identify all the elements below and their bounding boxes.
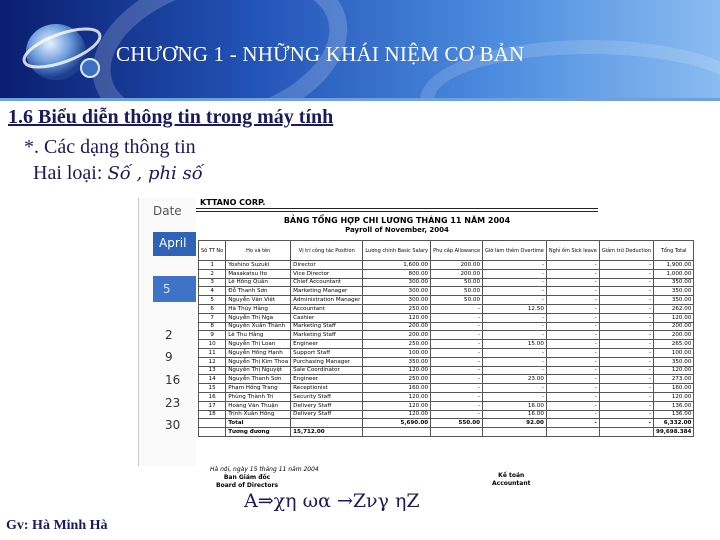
column-header: Tổng Total (654, 241, 694, 261)
table-cell: 14 (199, 375, 226, 384)
table-cell: - (599, 419, 653, 428)
table-cell: Nguyễn Thị Nguyệt (226, 366, 291, 375)
document-rule (196, 211, 598, 212)
table-row (199, 366, 694, 375)
column-header: Phụ cấp Allowance (431, 241, 483, 261)
calendar-day: 23 (165, 396, 181, 410)
table-cell: - (546, 296, 599, 305)
table-cell (483, 428, 547, 437)
table-cell: 6 (199, 304, 226, 313)
table-row (199, 401, 694, 410)
table-cell: - (599, 366, 653, 375)
table-cell: 160.00 (654, 384, 694, 393)
table-cell: 5,690.00 (363, 419, 431, 428)
calendar-selected-day: 5 (153, 276, 205, 302)
column-header: Giờ làm thêm Overtime (483, 241, 547, 261)
table-cell: 12.50 (483, 304, 547, 313)
table-row (199, 357, 694, 366)
calendar-day: 30 (165, 418, 181, 432)
table-row (199, 331, 694, 340)
table-cell (363, 428, 431, 437)
table-cell: - (431, 340, 483, 349)
table-cell: Marketing Staff (291, 322, 363, 331)
table-cell: - (546, 375, 599, 384)
table-cell: 9 (199, 331, 226, 340)
table-cell: 200.00 (654, 331, 694, 340)
table-cell: 1 (199, 261, 226, 270)
table-cell: 15.00 (483, 340, 547, 349)
table-cell: - (599, 287, 653, 296)
calendar-fragment (138, 198, 204, 466)
table-cell: - (599, 410, 653, 419)
footer-author: Gv: Hà Minh Hà (6, 518, 108, 533)
table-cell: - (431, 401, 483, 410)
table-cell: Nguyễn Văn Việt (226, 296, 291, 305)
table-cell: 250.00 (363, 375, 431, 384)
payroll-title: BẢNG TỔNG HỢP CHI LƯƠNG THÁNG 11 NĂM 2004 (283, 216, 511, 225)
table-cell: Hà Thúy Hằng (226, 304, 291, 313)
info-types-label: Hai loại: (33, 162, 103, 184)
table-cell: Engineer (291, 375, 363, 384)
table-cell: - (431, 304, 483, 313)
table-cell: - (599, 375, 653, 384)
table-cell: 2 (199, 269, 226, 278)
column-header: Lương chính Basic Salary (363, 241, 431, 261)
table-cell: - (546, 313, 599, 322)
table-row (199, 304, 694, 313)
column-header: Giảm trừ Deduction (599, 241, 653, 261)
table-cell: Masakatsu Ito (226, 269, 291, 278)
table-row (199, 313, 694, 322)
table-cell: 16.00 (483, 401, 547, 410)
table-cell: Lê Thu Hằng (226, 331, 291, 340)
table-cell (599, 428, 653, 437)
table-cell: - (431, 366, 483, 375)
accountant-signature-block (492, 472, 530, 488)
table-cell: 50.00 (431, 278, 483, 287)
table-cell: - (483, 296, 547, 305)
table-cell: Total (226, 419, 291, 428)
table-cell: 120.00 (363, 366, 431, 375)
table-cell: - (599, 357, 653, 366)
table-row (199, 296, 694, 305)
calendar-day: 2 (165, 328, 173, 342)
table-cell: Nguyễn Thanh Sơn (226, 375, 291, 384)
table-cell: 136.00 (654, 401, 694, 410)
table-cell: 350.00 (363, 357, 431, 366)
column-header: Số TT No (199, 241, 226, 261)
director-signature-block (216, 474, 278, 490)
table-cell: - (483, 313, 547, 322)
table-cell: - (546, 340, 599, 349)
table-cell: Purchasing Manager (291, 357, 363, 366)
table-cell: Yoshino Suzuki (226, 261, 291, 270)
table-cell: 10 (199, 340, 226, 349)
table-cell: 350.00 (654, 278, 694, 287)
subsection-heading: *. Các dạng thông tin (24, 136, 196, 158)
table-cell: Tương đương (226, 428, 291, 437)
table-cell: 5 (199, 296, 226, 305)
table-cell: - (431, 348, 483, 357)
table-cell: 8 (199, 322, 226, 331)
table-cell: Nguyễn Thị Kim Thoa (226, 357, 291, 366)
table-cell: - (483, 331, 547, 340)
table-cell: - (483, 322, 547, 331)
table-row (199, 428, 694, 437)
table-cell: 3 (199, 278, 226, 287)
section-heading: 1.6 Biểu diễn thông tin trong máy tính (8, 106, 334, 128)
table-cell: - (546, 304, 599, 313)
table-cell: 273.00 (654, 375, 694, 384)
table-cell: 300.00 (363, 278, 431, 287)
table-cell: - (546, 269, 599, 278)
table-cell: 23.00 (483, 375, 547, 384)
table-cell: - (546, 419, 599, 428)
table-cell: - (599, 392, 653, 401)
table-cell: - (599, 269, 653, 278)
table-cell: - (431, 410, 483, 419)
table-cell: Sale Coordinator (291, 366, 363, 375)
column-header: Vị trí công tác Position (291, 241, 363, 261)
table-cell: Nguyễn Xuân Thành (226, 322, 291, 331)
table-cell (199, 428, 226, 437)
table-cell: Delivery Staff (291, 410, 363, 419)
info-types-line (33, 162, 203, 185)
table-cell: 136.00 (654, 410, 694, 419)
table-cell: 265.00 (654, 340, 694, 349)
calendar-day: 16 (165, 373, 181, 387)
table-cell: 200.00 (654, 322, 694, 331)
table-cell: - (431, 392, 483, 401)
table-cell: 120.00 (654, 392, 694, 401)
table-cell: Chief Accountant (291, 278, 363, 287)
table-cell: 50.00 (431, 287, 483, 296)
table-cell: 7 (199, 313, 226, 322)
table-cell: Accountant (291, 304, 363, 313)
table-cell: 50.00 (431, 296, 483, 305)
table-cell: - (599, 304, 653, 313)
table-cell: 120.00 (363, 313, 431, 322)
table-cell: 92.00 (483, 419, 547, 428)
table-cell: 120.00 (363, 410, 431, 419)
table-cell: - (483, 357, 547, 366)
table-cell: 16 (199, 392, 226, 401)
table-cell: Phùng Thành Tri (226, 392, 291, 401)
director-label-vn: Ban Giám đốc (223, 474, 271, 481)
table-cell: Đỗ Thanh Sơn (226, 287, 291, 296)
table-cell: Cashier (291, 313, 363, 322)
table-cell: 200.00 (431, 261, 483, 270)
table-cell: - (599, 401, 653, 410)
table-cell: - (546, 287, 599, 296)
table-cell: 13 (199, 366, 226, 375)
table-cell: 1,900.00 (654, 261, 694, 270)
table-cell: Support Staff (291, 348, 363, 357)
table-cell: 15 (199, 384, 226, 393)
table-cell (199, 419, 226, 428)
table-cell: Trịnh Xuân Hồng (226, 410, 291, 419)
table-cell: - (546, 331, 599, 340)
info-types-values: Số , phi số (107, 163, 203, 184)
table-cell: - (546, 261, 599, 270)
table-cell: Vice Director (291, 269, 363, 278)
table-cell: Security Staff (291, 392, 363, 401)
table-row (199, 322, 694, 331)
table-cell: 1,000.00 (654, 269, 694, 278)
table-cell: 100.00 (654, 348, 694, 357)
table-cell: 250.00 (363, 340, 431, 349)
table-cell: - (483, 261, 547, 270)
table-cell: 11 (199, 348, 226, 357)
table-cell: - (546, 410, 599, 419)
table-cell: - (483, 287, 547, 296)
table-cell: - (546, 401, 599, 410)
table-cell: - (599, 261, 653, 270)
table-row (199, 375, 694, 384)
column-header: Nghỉ ốm Sick leave (546, 241, 599, 261)
table-cell: - (599, 322, 653, 331)
table-cell: 350.00 (654, 296, 694, 305)
table-cell (546, 428, 599, 437)
table-cell: - (599, 340, 653, 349)
table-row (199, 410, 694, 419)
table-cell: Receptionist (291, 384, 363, 393)
table-cell: Phạm Hồng Trang (226, 384, 291, 393)
table-row (199, 261, 694, 270)
table-cell: 6,332.00 (654, 419, 694, 428)
table-cell: - (431, 331, 483, 340)
table-cell: - (546, 278, 599, 287)
table-cell (431, 428, 483, 437)
table-cell (291, 419, 363, 428)
payroll-subtitle: Payroll of November, 2004 (345, 226, 449, 234)
table-cell: 120.00 (654, 313, 694, 322)
table-cell: Administration Manager (291, 296, 363, 305)
payroll-table (198, 240, 694, 437)
calendar-month: April (153, 232, 205, 256)
table-cell: 250.00 (363, 304, 431, 313)
table-header-row (199, 241, 694, 261)
table-cell: Nguyễn Thị Nga (226, 313, 291, 322)
table-row (199, 419, 694, 428)
table-cell: 300.00 (363, 296, 431, 305)
table-cell: - (431, 375, 483, 384)
table-cell: 160.00 (363, 384, 431, 393)
director-label-en: Board of Directors (216, 482, 279, 489)
table-cell: - (483, 366, 547, 375)
column-header: Họ và tên (226, 241, 291, 261)
table-cell: - (599, 296, 653, 305)
globe-logo-icon (18, 18, 108, 88)
table-cell: - (599, 331, 653, 340)
calendar-label: Date (153, 204, 182, 218)
table-cell: 200.00 (363, 331, 431, 340)
table-cell: 15,712.00 (291, 428, 363, 437)
table-cell: 550.00 (431, 419, 483, 428)
garbled-formula: Α⇒χη ωα →Ζνγ ηΖ (244, 490, 420, 512)
table-cell: 18 (199, 410, 226, 419)
table-cell: 1,600.00 (363, 261, 431, 270)
table-cell: Marketing Manager (291, 287, 363, 296)
table-cell: - (483, 278, 547, 287)
table-cell: - (546, 357, 599, 366)
table-cell: 12 (199, 357, 226, 366)
table-cell: Nguyễn Hồng Hạnh (226, 348, 291, 357)
signature-date: Hà nội, ngày 15 tháng 11 năm 2004 (210, 466, 319, 473)
table-cell: - (431, 313, 483, 322)
table-cell: Lê Hồng Quân (226, 278, 291, 287)
table-cell: Engineer (291, 340, 363, 349)
table-cell: 120.00 (363, 401, 431, 410)
table-cell: Delivery Staff (291, 401, 363, 410)
table-cell: 99,698.384 (654, 428, 694, 437)
table-cell: - (599, 384, 653, 393)
table-row (199, 384, 694, 393)
slide-header (0, 0, 720, 98)
table-cell: - (599, 348, 653, 357)
table-cell: - (546, 322, 599, 331)
table-row (199, 278, 694, 287)
table-cell: Hoàng Văn Thuận (226, 401, 291, 410)
table-cell: - (483, 384, 547, 393)
table-cell: Marketing Staff (291, 331, 363, 340)
company-name: KTTANO CORP. (200, 198, 266, 207)
table-cell: 262.00 (654, 304, 694, 313)
table-row (199, 340, 694, 349)
table-cell: 17 (199, 401, 226, 410)
table-cell: 16.00 (483, 410, 547, 419)
accountant-label-en: Accountant (492, 480, 531, 487)
document-rule (196, 208, 598, 209)
table-row (199, 392, 694, 401)
table-cell: - (599, 278, 653, 287)
table-cell: Director (291, 261, 363, 270)
table-cell: 200.00 (431, 269, 483, 278)
table-cell: - (431, 357, 483, 366)
table-cell: - (546, 392, 599, 401)
table-row (199, 269, 694, 278)
table-cell: 4 (199, 287, 226, 296)
table-cell: 800.00 (363, 269, 431, 278)
table-cell: 350.00 (654, 357, 694, 366)
table-cell: - (546, 348, 599, 357)
table-cell: - (431, 384, 483, 393)
table-cell: 120.00 (654, 366, 694, 375)
table-cell: - (546, 384, 599, 393)
payroll-document (196, 194, 692, 490)
table-cell: 120.00 (363, 392, 431, 401)
table-cell: 350.00 (654, 287, 694, 296)
table-cell: 100.00 (363, 348, 431, 357)
table-cell: - (483, 269, 547, 278)
table-row (199, 287, 694, 296)
table-cell: 200.00 (363, 322, 431, 331)
table-cell: - (483, 392, 547, 401)
table-cell: - (546, 366, 599, 375)
table-cell: - (431, 322, 483, 331)
calendar-day: 9 (165, 350, 173, 364)
table-row (199, 348, 694, 357)
table-cell: - (483, 348, 547, 357)
table-cell: 300.00 (363, 287, 431, 296)
header-divider (0, 98, 720, 101)
table-cell: Nguyễn Thị Loan (226, 340, 291, 349)
table-cell: - (599, 313, 653, 322)
slide-title: CHƯƠNG 1 - NHỮNG KHÁI NIỆM CƠ BẢN (116, 42, 525, 66)
accountant-label-vn: Kế toán (498, 472, 525, 479)
